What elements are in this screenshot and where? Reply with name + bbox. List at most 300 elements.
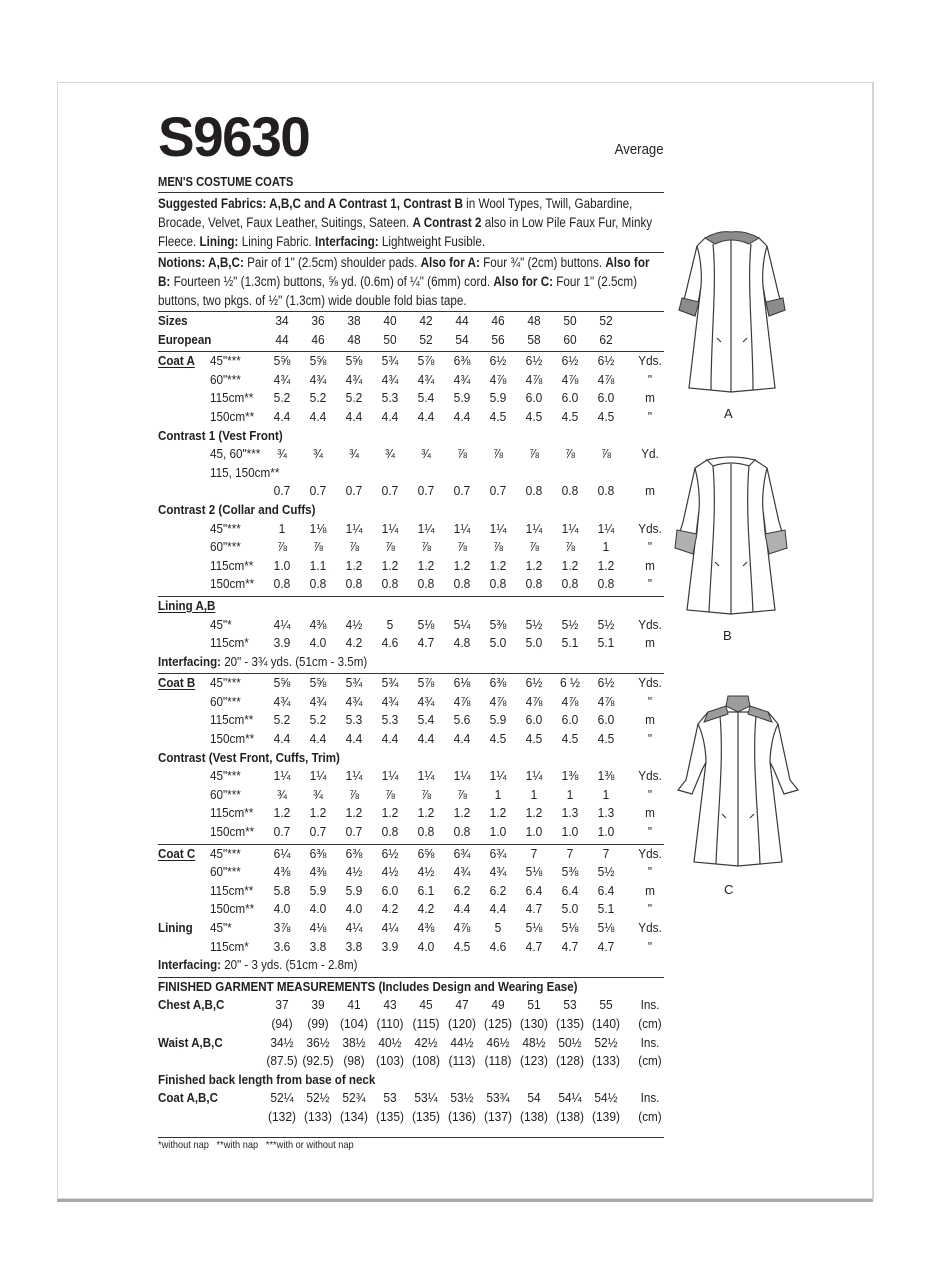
fabric-width: 60"*** xyxy=(210,539,241,555)
notions-c-label: Also for C: xyxy=(493,274,554,289)
cell-value: 1.0 xyxy=(525,824,543,840)
cell-value: 5.2 xyxy=(273,712,291,728)
cell-value: 34½ xyxy=(270,1034,294,1050)
unit: (cm) xyxy=(638,1108,662,1124)
unit: m xyxy=(645,805,655,821)
waist-row xyxy=(158,1035,664,1054)
cell-value: 5 xyxy=(386,616,394,632)
cell-value: 4.0 xyxy=(309,901,327,917)
view-label-b: B xyxy=(723,628,732,643)
table-row xyxy=(158,539,664,558)
view-label-a: A xyxy=(724,406,733,421)
cell-value: 4¾ xyxy=(489,864,507,880)
cell-value: 48 xyxy=(347,331,361,347)
cell-value: ¾ xyxy=(385,446,395,462)
fabric-width: 115cm* xyxy=(210,635,249,651)
cell-value: 54¼ xyxy=(558,1090,582,1106)
cell-value: (108) xyxy=(412,1053,440,1069)
cell-value: 4¾ xyxy=(417,371,435,387)
unit: Yds. xyxy=(638,920,662,935)
unit: m xyxy=(645,882,655,898)
cell-value: 1.2 xyxy=(345,805,363,821)
cell-value: 5.9 xyxy=(345,882,363,898)
cell-value: 6½ xyxy=(381,845,399,861)
cell-value: 4.4 xyxy=(273,731,291,747)
table-row xyxy=(158,675,664,694)
cell-value: 1¼ xyxy=(273,768,291,784)
cell-value: 6½ xyxy=(525,353,543,369)
row-label xyxy=(158,428,283,443)
cell-value: 0.8 xyxy=(525,483,543,499)
cell-value: (99) xyxy=(307,1015,329,1031)
cell-value: (136) xyxy=(448,1108,476,1124)
table-row xyxy=(158,824,664,843)
cell-value: 5.9 xyxy=(453,390,471,406)
cell-value: ⅞ xyxy=(565,446,575,462)
cell-value: ⅞ xyxy=(529,446,539,462)
table-row xyxy=(158,372,664,391)
cell-value: 5⅛ xyxy=(525,864,543,880)
cell-value: 5.0 xyxy=(561,901,579,917)
cell-value: ¾ xyxy=(349,446,359,462)
row-label: Lining A,B xyxy=(158,597,216,613)
fabric-width: 115, 150cm** xyxy=(210,464,280,480)
cell-value: 5⅝ xyxy=(273,353,291,369)
cell-value: 1 xyxy=(566,786,574,802)
cell-value: 1 xyxy=(602,539,610,555)
fabric-width: 115cm** xyxy=(210,557,254,573)
cell-value: 60 xyxy=(563,331,577,347)
cell-value: 4.4 xyxy=(417,731,435,747)
cell-value: 4.5 xyxy=(597,408,615,424)
cell-value: 4⅞ xyxy=(489,371,507,387)
cell-value: 0.8 xyxy=(561,576,579,592)
cell-value: (125) xyxy=(484,1015,512,1031)
cell-value: 4⅞ xyxy=(525,371,543,387)
notions-b-label: Also for B: xyxy=(158,255,650,289)
fabrics-text-2: also in Low Pile Faux Fur, Minky Fleece. xyxy=(158,215,653,249)
cell-value: 1¼ xyxy=(453,520,471,536)
cell-value: 6.4 xyxy=(525,882,543,898)
cell-value: (98) xyxy=(343,1053,365,1069)
cell-value: 4.7 xyxy=(597,938,615,954)
cell-value: 4.7 xyxy=(525,901,543,917)
unit: " xyxy=(647,901,653,917)
cell-value: 40 xyxy=(383,313,397,328)
spacer xyxy=(158,1128,664,1136)
unit: Yds. xyxy=(638,520,662,536)
unit: Yds. xyxy=(638,675,662,691)
row-label xyxy=(158,979,578,994)
cell-value: (110) xyxy=(376,1015,404,1031)
cell-value: 4¾ xyxy=(453,371,471,387)
cell-value: 3.8 xyxy=(309,938,327,954)
label: FINISHED GARMENT MEASUREMENTS (Includes Design and Wearing Ease) xyxy=(158,978,578,994)
suggested-fabrics xyxy=(158,194,664,251)
unit: " xyxy=(647,786,653,802)
cell-value: 5.1 xyxy=(597,901,615,917)
cell-value: 0.8 xyxy=(525,576,543,592)
fabric-width: 150cm** xyxy=(210,824,255,840)
cell-value: 4¾ xyxy=(345,693,363,709)
cell-value: (133) xyxy=(592,1053,620,1069)
cell-value: 4.4 xyxy=(381,731,399,747)
unit: " xyxy=(647,693,653,709)
cell-value: ⅞ xyxy=(601,446,611,462)
cell-value: 4⅜ xyxy=(273,864,291,880)
cell-value: 4.6 xyxy=(489,938,507,954)
cell-value: 4.5 xyxy=(561,408,579,424)
lining-label: Lining: xyxy=(199,234,239,249)
cell-value: 0.7 xyxy=(381,483,399,499)
cell-value: 1.2 xyxy=(525,557,543,573)
cell-value: 1.2 xyxy=(489,557,507,573)
unit: (cm) xyxy=(638,1053,662,1069)
cell-value: 1¼ xyxy=(417,768,435,784)
cell-value: 6⅛ xyxy=(453,675,471,691)
cell-value: 4.2 xyxy=(345,635,363,651)
cell-value: 5½ xyxy=(525,616,543,632)
cell-value: 4⅞ xyxy=(453,693,471,709)
cell-value: 0.8 xyxy=(453,824,471,840)
cell-value: 4.4 xyxy=(417,408,435,424)
cell-value: (137) xyxy=(484,1108,512,1124)
cell-value: 48 xyxy=(527,313,541,328)
cell-value: 1⅜ xyxy=(561,768,579,784)
cell-value: 3.6 xyxy=(273,938,291,954)
cell-value: 1 xyxy=(602,786,610,802)
fabric-width: 150cm** xyxy=(210,731,255,747)
cell-value: 0.7 xyxy=(453,483,471,499)
view-label-c: C xyxy=(724,882,734,897)
table-row xyxy=(158,576,664,595)
cell-value: 5.2 xyxy=(345,390,363,406)
unit: Yds. xyxy=(638,768,662,784)
cell-value: 4¾ xyxy=(273,371,291,387)
cell-value: ⅞ xyxy=(493,446,503,462)
row-label xyxy=(158,1072,375,1087)
cell-value: 4¾ xyxy=(345,371,363,387)
cell-value: 1.2 xyxy=(525,805,543,821)
cell-value: 6⅝ xyxy=(417,845,435,861)
cell-value: 1.2 xyxy=(417,805,435,821)
cell-value: 53¼ xyxy=(414,1090,438,1106)
coat-length-row xyxy=(158,1090,664,1109)
cell-value: (138) xyxy=(520,1108,548,1124)
cell-value: 6½ xyxy=(561,353,579,369)
cell-value: ¾ xyxy=(277,786,287,802)
cell-value: 4.4 xyxy=(309,731,327,747)
cell-value: 51 xyxy=(527,997,541,1013)
cell-value: 4.5 xyxy=(597,731,615,747)
cell-value: 1 xyxy=(530,786,538,802)
table-row xyxy=(158,731,664,750)
label: Contrast 1 (Vest Front) xyxy=(158,427,283,443)
cell-value: 5½ xyxy=(561,616,579,632)
cell-value: ⅞ xyxy=(529,539,539,555)
cell-value: 48½ xyxy=(522,1034,546,1050)
cell-value: 6.0 xyxy=(381,882,399,898)
cell-value: 5.6 xyxy=(453,712,471,728)
cell-value: 56 xyxy=(491,331,505,347)
cell-value: 52¾ xyxy=(342,1090,366,1106)
illustration-coat-a xyxy=(675,226,790,421)
row-label: Waist A,B,C xyxy=(158,1034,223,1050)
fabric-width: 115cm** xyxy=(210,712,254,728)
row-label xyxy=(158,502,315,517)
cell-value: 4.5 xyxy=(453,938,471,954)
cell-value: 0.8 xyxy=(345,576,363,592)
cell-value: 4¼ xyxy=(345,920,363,935)
cell-value: ⅞ xyxy=(385,786,395,802)
section-contrast-b xyxy=(158,750,664,769)
cell-value: 1.3 xyxy=(597,805,615,821)
cell-value: 1 xyxy=(494,786,502,802)
cell-value: 4.4 xyxy=(273,408,291,424)
fabric-width: 45"*** xyxy=(210,845,241,861)
unit: " xyxy=(647,576,653,592)
cell-value: 4½ xyxy=(345,616,363,632)
cell-value: 4.2 xyxy=(417,901,435,917)
coat-a-icon xyxy=(675,226,790,396)
cell-value: 53 xyxy=(563,997,577,1013)
notions-c-text: Four 1" (2.5cm) buttons, two pkgs. of ½" (1.3cm) wide double fold bias tape. xyxy=(158,274,638,308)
row-label: Chest A,B,C xyxy=(158,997,225,1013)
label: Interfacing: xyxy=(158,957,221,973)
table-row xyxy=(158,864,664,883)
cell-value: 1¼ xyxy=(489,768,507,784)
cell-value: 5.9 xyxy=(489,712,507,728)
fabric-width: 115cm** xyxy=(210,390,254,406)
cell-value: 47 xyxy=(455,997,469,1013)
row-label xyxy=(158,957,358,972)
cell-value: 6¾ xyxy=(489,845,507,861)
cell-value: 4.7 xyxy=(525,938,543,954)
table-row xyxy=(158,846,664,865)
cell-value: 42 xyxy=(419,313,433,328)
cell-value: (134) xyxy=(340,1108,368,1124)
cell-value: 4⅞ xyxy=(525,693,543,709)
cell-value: 44 xyxy=(455,313,469,328)
cell-value: 4.4 xyxy=(309,408,327,424)
cell-value: 50½ xyxy=(558,1034,582,1050)
cell-value: 52¼ xyxy=(270,1090,294,1106)
cell-value: 1.2 xyxy=(309,805,327,821)
cell-value: 62 xyxy=(599,331,613,347)
cell-value: 1.2 xyxy=(453,805,471,821)
cell-value: 4¾ xyxy=(381,371,399,387)
cell-value: 5½ xyxy=(597,616,615,632)
cell-value: 6 ½ xyxy=(560,675,580,691)
cell-value: 4½ xyxy=(381,864,399,880)
cell-value: 4.6 xyxy=(381,635,399,651)
cell-value: 6.0 xyxy=(561,712,579,728)
row-label xyxy=(158,654,367,669)
row-label: Sizes xyxy=(158,313,188,328)
cell-value: 5⅛ xyxy=(525,920,543,935)
cell-value: 5.9 xyxy=(489,390,507,406)
cell-value: 1¼ xyxy=(525,768,543,784)
cell-value: 4¾ xyxy=(309,371,327,387)
cell-value: 46 xyxy=(311,331,325,347)
unit: " xyxy=(647,408,653,424)
cell-value: 6⅜ xyxy=(345,845,363,861)
finished-measurements-title xyxy=(158,979,664,998)
cell-value: 1.0 xyxy=(597,824,615,840)
cell-value: 6.0 xyxy=(525,712,543,728)
cell-value: 6.1 xyxy=(417,882,435,898)
coat-b-icon xyxy=(669,452,794,617)
cell-value: (104) xyxy=(340,1015,368,1031)
section-contrast2 xyxy=(158,502,664,521)
cell-value: ⅞ xyxy=(493,539,503,555)
notions-text: Pair of 1" (2.5cm) shoulder pads. xyxy=(243,255,421,270)
pattern-title: MEN'S COSTUME COATS xyxy=(158,174,294,189)
cell-value: 4.7 xyxy=(561,938,579,954)
notions-b-text: Fourteen ½" (1.3cm) buttons, ⅝ yd. (0.6m) of ¼" (6mm) cord. xyxy=(170,274,494,289)
cell-value: ¾ xyxy=(277,446,287,462)
cell-value: 1.2 xyxy=(597,557,615,573)
cell-value: 4⅞ xyxy=(597,693,615,709)
cell-value: 0.8 xyxy=(381,576,399,592)
divider xyxy=(158,351,664,352)
notions xyxy=(158,253,664,310)
cell-value: 6.2 xyxy=(453,882,471,898)
row-label: Lining xyxy=(158,920,193,935)
cell-value: 43 xyxy=(383,997,397,1013)
cell-value: 55 xyxy=(599,997,613,1013)
cell-value: 4.0 xyxy=(309,635,327,651)
cell-value: 53 xyxy=(383,1090,397,1106)
cell-value: 0.7 xyxy=(345,483,363,499)
unit: Ins. xyxy=(640,1034,660,1050)
cell-value: 0.8 xyxy=(597,576,615,592)
divider xyxy=(158,192,664,193)
cell-value: 1.2 xyxy=(345,557,363,573)
cell-value: 1.1 xyxy=(309,557,327,573)
cell-value: (133) xyxy=(304,1108,332,1124)
row-label: Coat A,B,C xyxy=(158,1090,218,1106)
interfacing-label: Interfacing: xyxy=(315,234,379,249)
cell-value: 4.0 xyxy=(417,938,435,954)
fabric-width: 115cm* xyxy=(210,938,249,954)
cell-value: 4.2 xyxy=(381,901,399,917)
interfacing-ab xyxy=(158,654,664,673)
cell-value: 1.3 xyxy=(561,805,579,821)
cell-value: 5 xyxy=(494,920,502,935)
fabric-width: 45"*** xyxy=(210,675,241,691)
cell-value: (120) xyxy=(448,1015,476,1031)
cell-value: (123) xyxy=(520,1053,548,1069)
cell-value: 0.7 xyxy=(273,483,291,499)
cell-value: 54½ xyxy=(594,1090,618,1106)
fabric-width: 45"*** xyxy=(210,520,241,536)
cell-value: 1.2 xyxy=(417,557,435,573)
cell-value: ¾ xyxy=(313,786,323,802)
fabric-width: 45"*** xyxy=(210,768,241,784)
cell-value: (130) xyxy=(520,1015,548,1031)
cell-value: 5⅞ xyxy=(417,353,435,369)
cell-value: 4⅜ xyxy=(417,920,435,935)
cell-value: 4⅞ xyxy=(489,693,507,709)
cell-value: 3.9 xyxy=(381,938,399,954)
difficulty-label: Average xyxy=(615,141,664,158)
cell-value: 5¾ xyxy=(345,675,363,691)
cell-value: 3.8 xyxy=(345,938,363,954)
cell-value: 45 xyxy=(419,997,433,1013)
table-row xyxy=(158,446,664,465)
cell-value: (113) xyxy=(448,1053,476,1069)
table-row xyxy=(158,787,664,806)
cell-value: 5.4 xyxy=(417,390,435,406)
cell-value: 5⅝ xyxy=(273,675,291,691)
interfacing-c xyxy=(158,957,664,976)
cell-value: 0.8 xyxy=(273,576,291,592)
cell-value: 0.8 xyxy=(597,483,615,499)
cell-value: 0.8 xyxy=(381,824,399,840)
fabric-width: 45"*** xyxy=(210,353,241,369)
unit: m xyxy=(645,557,655,573)
cell-value: ⅞ xyxy=(457,539,467,555)
fabric-width: 45, 60"*** xyxy=(210,446,261,462)
label: Finished back length from base of neck xyxy=(158,1071,376,1087)
cell-value: 6⅜ xyxy=(489,675,507,691)
cell-value: 6⅜ xyxy=(453,353,471,369)
cell-value: 0.7 xyxy=(309,824,327,840)
cell-value: 6.0 xyxy=(525,390,543,406)
pattern-number: S9630 xyxy=(158,105,310,168)
notions-a-label: Also for A: xyxy=(420,255,480,270)
cell-value: 4⅞ xyxy=(597,371,615,387)
cell-value: 4½ xyxy=(417,864,435,880)
fabric-width: 150cm** xyxy=(210,576,255,592)
cell-value: (128) xyxy=(556,1053,584,1069)
cell-value: 1¼ xyxy=(345,520,363,536)
unit: (cm) xyxy=(638,1015,662,1031)
cell-value: ⅞ xyxy=(277,539,287,555)
cell-value: 1.0 xyxy=(561,824,579,840)
cell-value: 4.4 xyxy=(453,731,471,747)
cell-value: 3⅞ xyxy=(273,920,291,935)
cell-value: 4.7 xyxy=(417,635,435,651)
cell-value: ⅞ xyxy=(421,786,431,802)
cell-value: 4⅞ xyxy=(561,693,579,709)
cell-value: 6.0 xyxy=(597,712,615,728)
divider xyxy=(158,673,664,674)
label: Interfacing: xyxy=(158,653,221,669)
cell-value: 0.8 xyxy=(417,576,435,592)
cell-value: 5.9 xyxy=(309,882,327,898)
cell-value: 1⅜ xyxy=(597,768,615,784)
section-contrast1 xyxy=(158,428,664,447)
cell-value: 4⅜ xyxy=(309,616,327,632)
cell-value: 5⅞ xyxy=(417,675,435,691)
cell-value: 5⅝ xyxy=(345,353,363,369)
cell-value: 7 xyxy=(566,845,574,861)
cell-value: 53½ xyxy=(450,1090,474,1106)
label: Contrast (Vest Front, Cuffs, Trim) xyxy=(158,749,340,765)
sizes-row xyxy=(158,313,664,332)
table-row xyxy=(158,768,664,787)
cell-value: 0.8 xyxy=(561,483,579,499)
table-row xyxy=(158,694,664,713)
table-row xyxy=(158,483,664,502)
coat-length-cm-row xyxy=(158,1109,664,1128)
cell-value: 44½ xyxy=(450,1034,474,1050)
illustration-coat-b xyxy=(669,452,794,643)
table-row xyxy=(158,805,664,824)
cell-value: 46 xyxy=(491,313,505,328)
